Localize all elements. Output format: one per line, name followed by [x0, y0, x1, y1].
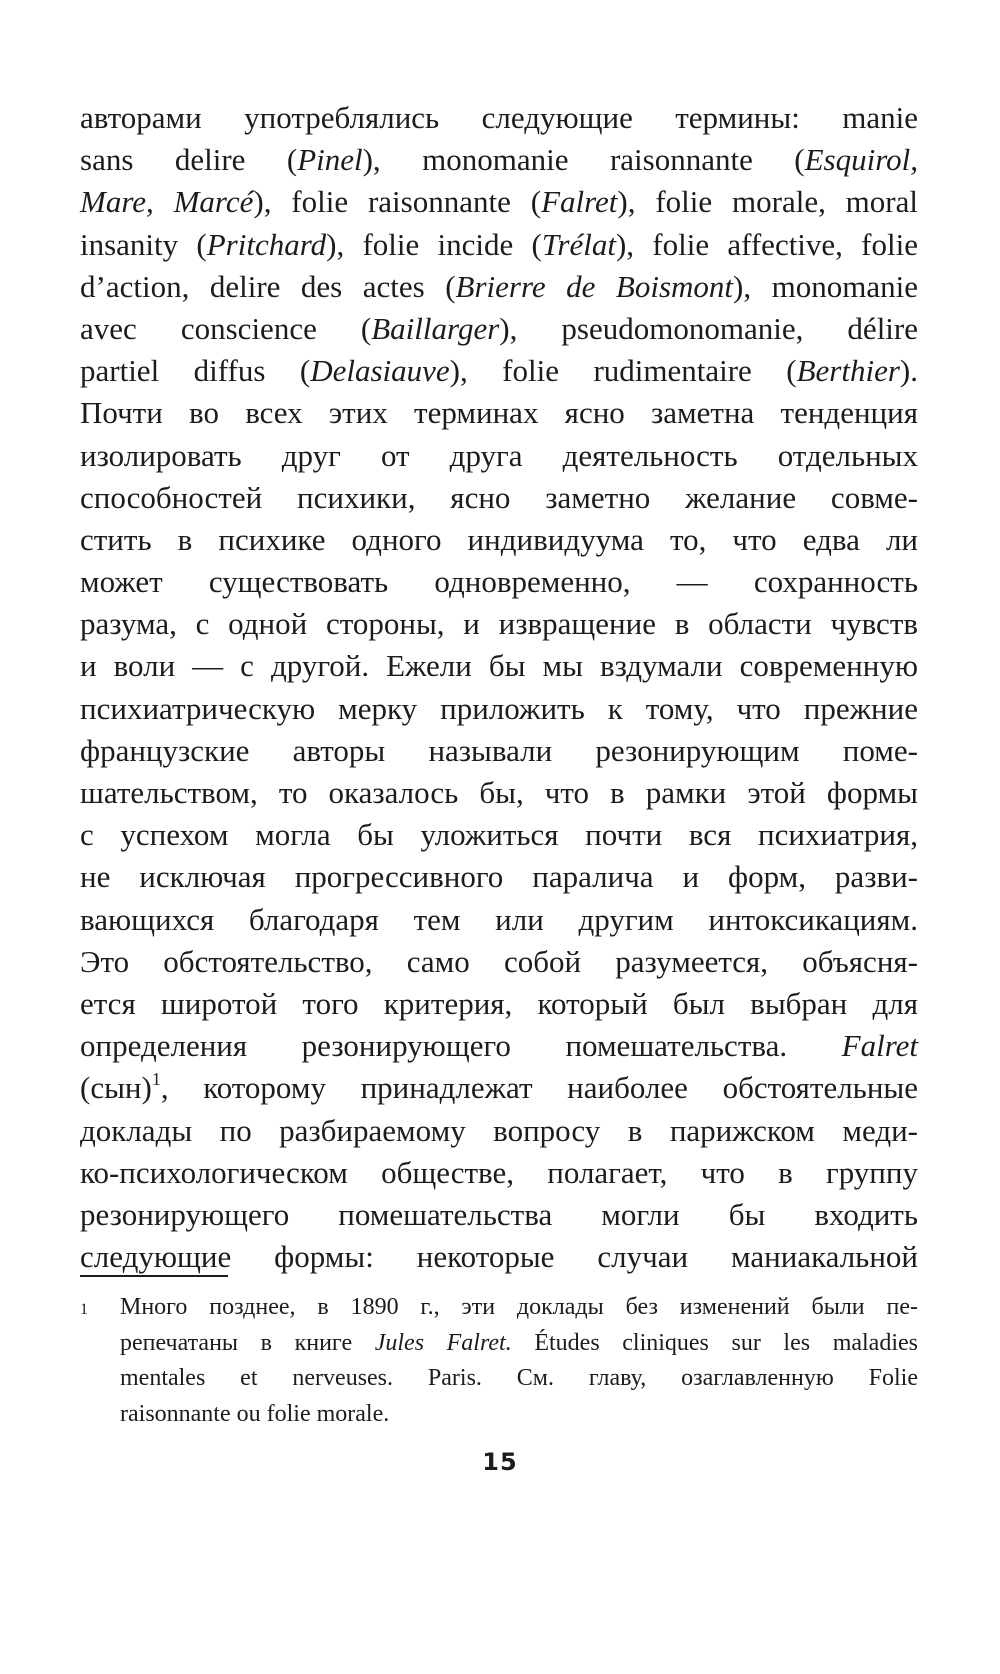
- text-run: определения резонирующего помешательства.: [80, 1028, 842, 1064]
- text-run: ко-психологическом обществе, полагает, что в группу: [80, 1154, 918, 1190]
- italic-name: Berthier: [796, 353, 900, 389]
- main-text-line: [80, 1152, 918, 1194]
- text-run: avec conscience (: [80, 310, 372, 346]
- text-run: с успехом могла бы уложиться почти вся психиатрия,: [80, 817, 918, 853]
- footnote-divider: [80, 1275, 228, 1277]
- text-run: raisonnante ou folie morale.: [120, 1400, 390, 1427]
- text-run: следующие формы: некоторые случаи маниакальной: [80, 1239, 918, 1275]
- main-text-line: [80, 477, 918, 519]
- main-text-line: [80, 899, 918, 941]
- main-text-line: [80, 561, 918, 603]
- main-text-line: [80, 350, 918, 392]
- italic-name: Delasiauve: [310, 353, 450, 389]
- text-run: может существовать одновременно, — сохранность: [80, 564, 918, 600]
- text-run: резонирующего помешательства могли бы входить: [80, 1196, 918, 1232]
- main-text-line: [80, 139, 918, 181]
- text-run: ).: [899, 353, 918, 389]
- text-run: французские авторы называли резонирующим поме-: [80, 732, 918, 768]
- text-run: шательством, то оказалось бы, что в рамки этой формы: [80, 775, 918, 810]
- text-run: стить в психике одного индивидуума то, что едва ли: [80, 521, 918, 557]
- main-text-line: [80, 1067, 918, 1109]
- text-run: , которому принадлежат наиболее обстоятельные: [160, 1070, 918, 1106]
- main-text-line: [80, 181, 918, 223]
- main-text-line: [80, 730, 918, 772]
- text-run: и воли — с другой. Ежели бы мы вздумали современную: [80, 648, 918, 684]
- italic-name: Falret: [541, 184, 618, 220]
- italic-name: Pritchard: [206, 226, 327, 262]
- text-run: ), folie rudimentaire (: [449, 353, 797, 389]
- text-run: доклады по разбираемому вопросу в парижском меди-: [80, 1112, 918, 1148]
- italic-name: Baillarger: [371, 310, 500, 346]
- main-text-line: [80, 772, 918, 814]
- text-run: insanity (: [80, 226, 207, 262]
- main-text-line: [80, 814, 918, 856]
- text-run: репечатаны в книге: [120, 1329, 375, 1356]
- footnote-text: [120, 1290, 918, 1432]
- footnote: [80, 1290, 918, 1432]
- footnote-line: [120, 1397, 918, 1433]
- text-run: ), folie morale, moral: [617, 184, 918, 220]
- text-run: ), pseudomonomanie, délire: [499, 310, 919, 346]
- text-run: ), folie raisonnante (: [253, 184, 542, 220]
- text-run: не исключая прогрессивного паралича и форм, разви-: [80, 859, 918, 895]
- footnote-line: [120, 1326, 918, 1362]
- italic-name: Pinel: [297, 142, 363, 178]
- text-run: Это обстоятельство, само собой разумеется, объясня-: [80, 943, 918, 979]
- footnote-reference: 1: [151, 1068, 161, 1089]
- text-run: ), monomanie: [733, 268, 918, 304]
- italic-name: Falret: [841, 1028, 918, 1064]
- main-text-line: [80, 941, 918, 983]
- main-text-line: [80, 392, 918, 434]
- page-number: 15: [482, 1448, 518, 1476]
- text-run: ), monomanie raisonnante (: [362, 142, 805, 178]
- text-run: ется широтой того критерия, который был выбран для: [80, 985, 918, 1021]
- text-run: ), folie incide (: [326, 226, 542, 262]
- italic-name: Esquirol,: [804, 142, 918, 178]
- footnote-line: [120, 1290, 918, 1326]
- main-text-line: [80, 1110, 918, 1152]
- main-text-line: [80, 308, 918, 350]
- text-run: partiel diffus (: [80, 353, 311, 389]
- footnote-line: [120, 1361, 918, 1397]
- text-run: Почти во всех этих терминах ясно заметна тенденция: [80, 395, 918, 431]
- text-run: mentales et nerveuses. Paris. См. главу, озаглавленную Folie: [120, 1365, 918, 1391]
- text-run: психиатрическую мерку приложить к тому, что прежние: [80, 690, 918, 726]
- text-run: разума, с одной стороны, и извращение в области чувств: [80, 606, 918, 642]
- text-run: ), folie affective, folie: [615, 226, 918, 262]
- italic-name: Mare, Marcé: [80, 184, 254, 220]
- text-run: d’action, delire des actes (: [80, 268, 456, 304]
- text-run: авторами употреблялись следующие термины: manie: [80, 100, 918, 135]
- text-run: способностей психики, ясно заметно желание совме-: [80, 479, 918, 515]
- main-text-line: [80, 435, 918, 477]
- main-text-line: [80, 224, 918, 266]
- text-run: изолировать друг от друга деятельность отдельных: [80, 437, 918, 473]
- main-text: [80, 97, 918, 1278]
- main-text-line: [80, 266, 918, 308]
- footnote-marker: 1: [80, 1301, 88, 1318]
- text-run: (сын): [80, 1070, 152, 1106]
- main-text-line: [80, 645, 918, 687]
- italic-name: Brierre de Boismont: [455, 268, 734, 304]
- text-run: Études cliniques sur les maladies: [511, 1329, 918, 1356]
- main-text-line: [80, 856, 918, 898]
- main-text-line: [80, 519, 918, 561]
- main-text-line: [80, 1025, 918, 1067]
- italic-name: Trélat: [541, 226, 616, 262]
- text-run: Много позднее, в 1890 г., эти доклады без изменений были пе-: [120, 1294, 918, 1320]
- main-text-line: [80, 983, 918, 1025]
- italic-name: Jules Falret.: [374, 1329, 512, 1356]
- main-text-line: [80, 1236, 918, 1278]
- text-run: sans delire (: [80, 142, 298, 178]
- text-run: вающихся благодаря тем или другим интоксикациям.: [80, 901, 918, 937]
- main-text-line: [80, 97, 918, 139]
- main-text-line: [80, 688, 918, 730]
- main-text-line: [80, 1194, 918, 1236]
- main-text-line: [80, 603, 918, 645]
